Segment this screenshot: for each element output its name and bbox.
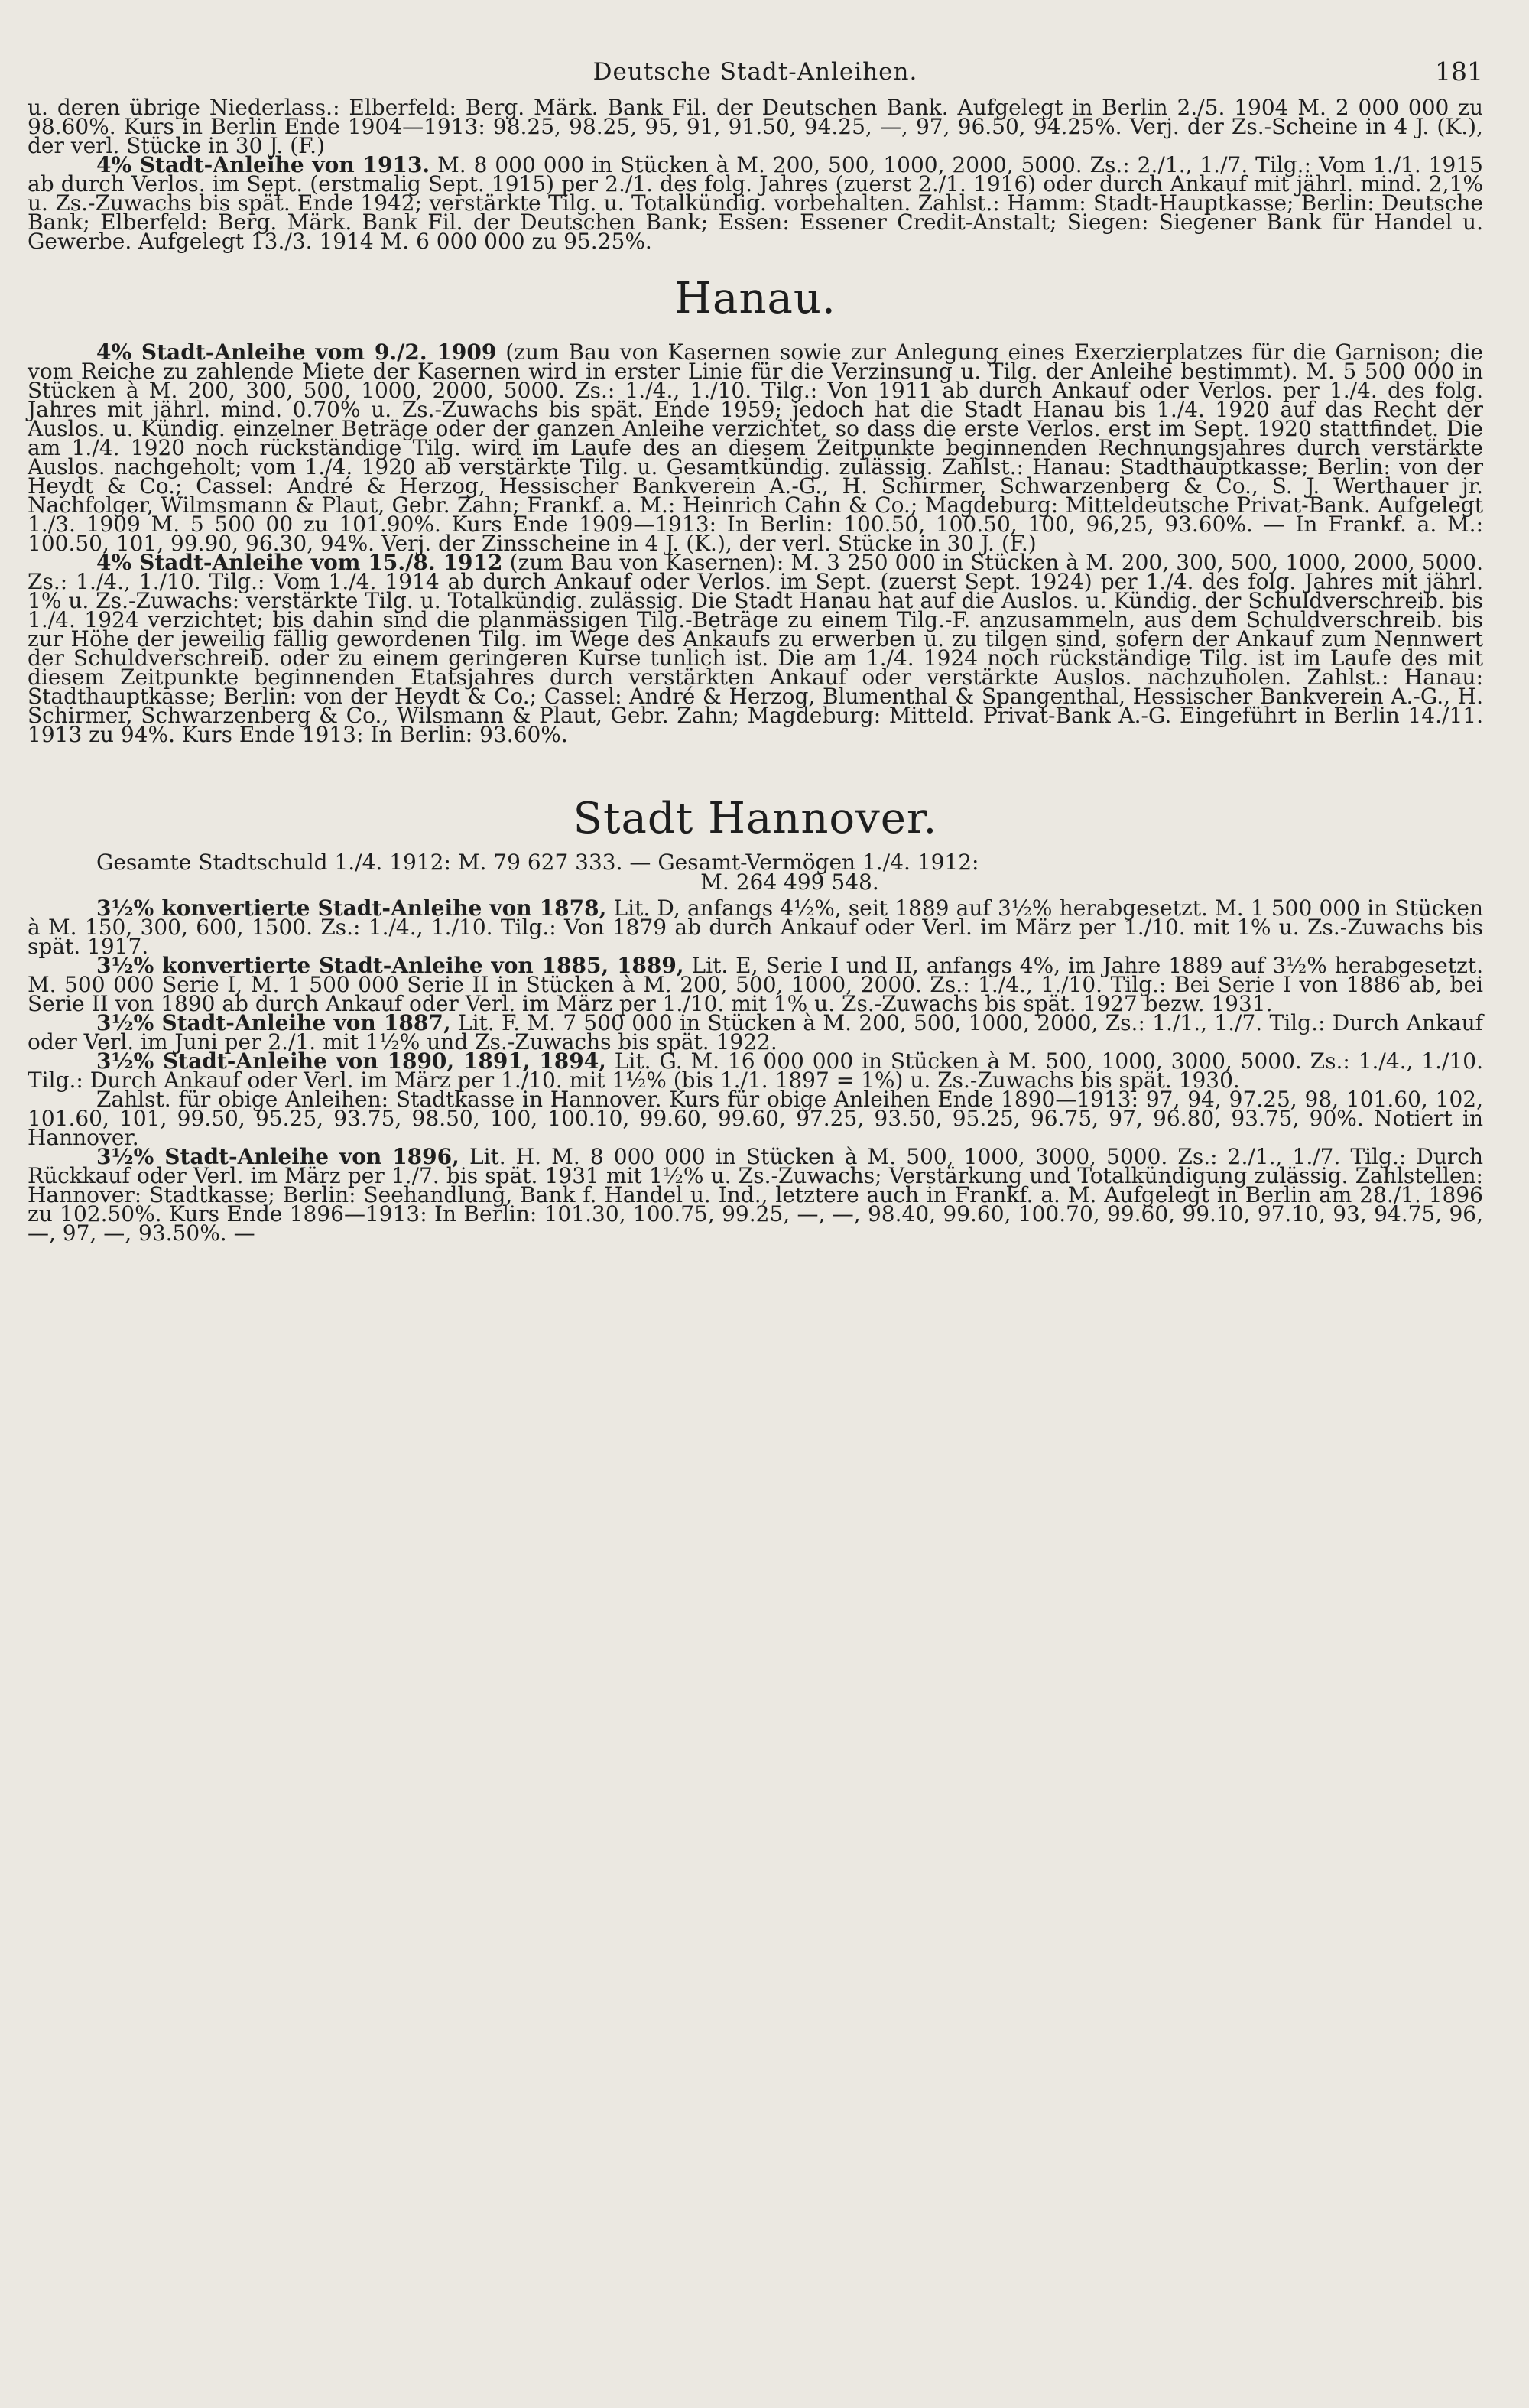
hannover-loan-1887-lead: 3½% Stadt-Anleihe von 1887,: [96, 1010, 451, 1035]
running-head: [28, 52, 1483, 98]
section-heading-hanau: Hanau.: [674, 274, 836, 323]
hanau-loan-1912-text: (zum Bau von Kasernen): M. 3 250 000 in Stücken à M. 200, 300, 500, 1000, 2000, 5000. Zs.: 1./4., 1./10. Tilg.: Vom 1./4. 1914 ab durch Ankauf oder Verlos. im Sept. (zuerst Sept. 1924) per 1./4. des folg. Jahres mit jährl. 1% u. Zs.-Zuwachs: verstärkte Tilg. u. Totalkündig. zulässig. Die Stadt Hanau hat auf die Auslos. u. Kündig. der Schuldverschreib. bis 1./4. 1924 verzichtet; bis dahin sind die planmässigen Tilg.-Beträge zu einem Tilg.-F. anzusammeln, aus dem Schuldverschreib. bis zur Höhe der jeweilig fällig gewordenen Tilg. im Wege des Ankaufs zu erwerben u. zu tilgen sind, sofern der Ankauf zum Nennwert der Schuldverschreib. oder zu einem geringeren Kurse tunlich ist. Die am 1./4. 1924 noch rückständige Tilg. ist im Laufe des mit diesem Zeitpunkte beginnenden Etatsjahres durch verstärkten Ankauf oder verstärkte Auslos. nachzuholen. Zahlst.: Hanau: Stadthauptkasse; Berlin: von der Heydt & Co.; Cassel: André & Herzog, Blumenthal & Spangenthal, Hessischer Bankverein A.-G., H. Schirmer, Schwarzenberg & Co., Wilsmann & Plaut, Gebr. Zahn; Magdeburg: Mitteld. Privat-Bank A.-G. Eingeführt in Berlin 14./11. 1913 zu 94%. Kurs Ende 1913: In Berlin: 93.60%.: [28, 550, 1484, 747]
hannover-loan-1890-paragraph: [28, 1048, 1483, 1093]
hanau-loan-1912-paragraph: [28, 550, 1484, 747]
hannover-loan-1896-lead: 3½% Stadt-Anleihe von 1896,: [96, 1144, 459, 1169]
hannover-loan-1896-text: Lit. H. M. 8 000 000 in Stücken à M. 500, 1000, 3000, 5000. Zs.: 2./1., 1./7. Tilg.: Durch Rückkauf oder Verl. im März per 1./7. bis spät. 1931 mit 1½% u. Zs.-Zuwachs; Verstärkung und Totalkündigung zulässig. Zahlstellen: Hannover: Stadtkasse; Berlin: Seehandlung, Bank f. Handel u. Ind., letztere auch in Frankf. a. M. Aufgelegt in Berlin am 28./1. 1896 zu 102.50%. Kurs Ende 1896—1913: In Berlin: 101.30, 100.75, 99.25, —, —, 98.40, 99.60, 100.70, 99.60, 99.10, 97.10, 93, 94.75, 96, —, 97, —, 93.50%. —: [28, 1144, 1483, 1246]
hannover-loan-1878-lead: 3½% konvertierte Stadt-Anleihe von 1878,: [96, 895, 607, 921]
hanau-loan-1909-text: (zum Bau von Kasernen sowie zur Anlegung eines Exerzierplatzes für die Garnison; die vom Reiche zu zahlende Miete der Kasernen wird in erster Linie für die Verzinsung u. Tilg. der Anleihe bestimmt). M. 5 500 000 in Stücken à M. 200, 300, 500, 1000, 2000, 5000. Zs.: 1./4., 1./10. Tilg.: Von 1911 ab durch Ankauf oder Verlos. per 1./4. des folg. Jahres mit jährl. mind. 0.70% u. Zs.-Zuwachs bis spät. Ende 1959; jedoch hat die Stadt Hanau bis 1./4. 1920 auf das Recht der Auslos. u. Kündig. einzelner Beträge oder der ganzen Anleihe verzichtet, so dass die erste Verlos. erst im Sept. 1920 stattfindet. Die am 1./4. 1920 noch rückständige Tilg. wird im Laufe des an diesem Zeitpunkte beginnenden Rechnungsjahres durch verstärkte Auslos. nachgeholt; vom 1./4. 1920 ab verstärkte Tilg. u. Gesamtkündig. zulässig. Zahlst.: Hanau: Stadthauptkasse; Berlin: von der Heydt & Co.; Cassel: André & Herzog, Hessischer Bankverein A.-G., H. Schirmer, Schwarzenberg & Co., S. J. Werthauer jr. Nachfolger, Wilmsmann & Plaut, Gebr. Zahn; Frankf. a. M.: Heinrich Cahn & Co.; Magdeburg: Mitteldeutsche Privat-Bank. Aufgelegt 1./3. 1909 M. 5 500 00 zu 101.90%. Kurs Ende 1909—1913: In Berlin: 100.50, 100.50, 100, 96,25, 93.60%. — In Frankf. a. M.: 100.50, 101, 99.90, 96.30, 94%. Verj. der Zinsscheine in 4 J. (K.), der verl. Stücke in 30 J. (F.): [28, 340, 1483, 556]
hannover-summary-line1: Gesamte Stadtschuld 1./4. 1912: M. 79 627 333. — Gesamt-Vermögen 1./4. 1912:: [96, 850, 979, 875]
hanau-loan-1909-lead: 4% Stadt-Anleihe vom 9./2. 1909: [96, 340, 497, 365]
loan-1913-paragraph: [28, 152, 1483, 254]
hannover-zahlst-paragraph: Zahlst. für obige Anleihen: Stadtkasse in Hannover. Kurs für obige Anleihen Ende 1890—1913: 97, 94, 97.25, 98, 101.60, 102, 101.60, 101, 99.50, 95.25, 93.75, 98.50, 100, 100.10, 99.60, 99.60, 97.25, 93.50, 95.25, 96.75, 97, 96.80, 93.75, 90%. Notiert in Hannover.: [28, 1087, 1483, 1150]
hannover-loan-1885-text: Lit. E, Serie I und II, anfangs 4%, im Jahre 1889 auf 3½% herabgesetzt. M. 500 000 Serie I, M. 1 500 000 Serie II in Stücken à M. 200, 500, 1000, 2000. Zs.: 1./4., 1./10. Tilg.: Bei Serie I von 1886 ab, bei Serie II von 1890 ab durch Ankauf oder Verl. im März per 1./10. mit 1% u. Zs.-Zuwachs bis spät. 1927 bezw. 1931.: [28, 953, 1483, 1016]
section-heading-hannover: Stadt Hannover.: [573, 794, 938, 843]
loan-1913-text: M. 8 000 000 in Stücken à M. 200, 500, 1000, 2000, 5000. Zs.: 2./1., 1./7. Tilg.: Vom 1./1. 1915 ab durch Verlos. im Sept. (erstmalig Sept. 1915) per 2./1. des folg. Jahres (zuerst 2./1. 1916) oder durch Ankauf mit jährl. mind. 2,1% u. Zs.-Zuwachs bis spät. Ende 1942; verstärkte Tilg. u. Totalkündig. vorbehalten. Zahlst.: Hamm: Stadt-Hauptkasse; Berlin: Deutsche Bank; Elberfeld: Berg. Märk. Bank Fil. der Deutschen Bank; Essen: Essener Credit-Anstalt; Siegen: Siegener Bank für Handel u. Gewerbe. Aufgelegt 13./3. 1914 M. 6 000 000 zu 95.25%.: [28, 152, 1483, 254]
hannover-loan-1878-paragraph: [28, 895, 1483, 959]
hanau-loan-1912-lead: 4% Stadt-Anleihe vom 15./8. 1912: [96, 550, 503, 575]
hannover-loan-1878-text: Lit. D, anfangs 4½%, seit 1889 auf 3½% herabgesetzt. M. 1 500 000 in Stücken à M. 150, 300, 600, 1500. Zs.: 1./4., 1./10. Tilg.: Von 1879 ab durch Ankauf oder Verl. im März per 1./10. mit 1% u. Zs.-Zuwachs bis spät. 1917.: [28, 895, 1483, 959]
running-title: Deutsche Stadt-Anleihen.: [592, 58, 918, 86]
loan-1913-lead: 4% Stadt-Anleihe von 1913.: [96, 152, 430, 177]
hannover-loan-1890-text: Lit. G. M. 16 000 000 in Stücken à M. 500, 1000, 3000, 5000. Zs.: 1./4., 1./10. Tilg.: Durch Ankauf oder Verl. im März per 1./10. mit 1½% (bis 1./1. 1897 = 1%) u. Zs.-Zuwachs bis spät. 1930.: [28, 1048, 1483, 1093]
hannover-loan-1887-paragraph: [28, 1010, 1483, 1055]
hannover-loan-1885-lead: 3½% konvertierte Stadt-Anleihe von 1885, 1889,: [96, 953, 684, 978]
hannover-loan-1887-text: Lit. F. M. 7 500 000 in Stücken à M. 200, 500, 1000, 2000, Zs.: 1./1., 1./7. Tilg.: Durch Ankauf oder Verl. im Juni per 2./1. mit 1½% und Zs.-Zuwachs bis spät. 1922.: [28, 1010, 1483, 1055]
intro-paragraph: u. deren übrige Niederlass.: Elberfeld: Berg. Märk. Bank Fil. der Deutschen Bank. Aufgelegt in Berlin 2./5. 1904 M. 2 000 000 zu 98.60%. Kurs in Berlin Ende 1904—1913: 98.25, 98.25, 95, 91, 91.50, 94.25, —, 97, 96.50, 94.25%. Verj. der Zs.-Scheine in 4 J. (K.), der verl. Stücke in 30 J. (F.): [28, 95, 1483, 158]
hanau-loan-1909-paragraph: [28, 340, 1483, 556]
hannover-loan-1896-paragraph: [28, 1144, 1483, 1246]
hannover-loan-1890-lead: 3½% Stadt-Anleihe von 1890, 1891, 1894,: [96, 1048, 606, 1074]
page-number: 181: [1435, 57, 1483, 86]
hannover-summary-line2: M. 264 499 548.: [700, 869, 879, 895]
hannover-summary: [28, 850, 1483, 895]
hannover-loan-1885-paragraph: [28, 953, 1483, 1016]
